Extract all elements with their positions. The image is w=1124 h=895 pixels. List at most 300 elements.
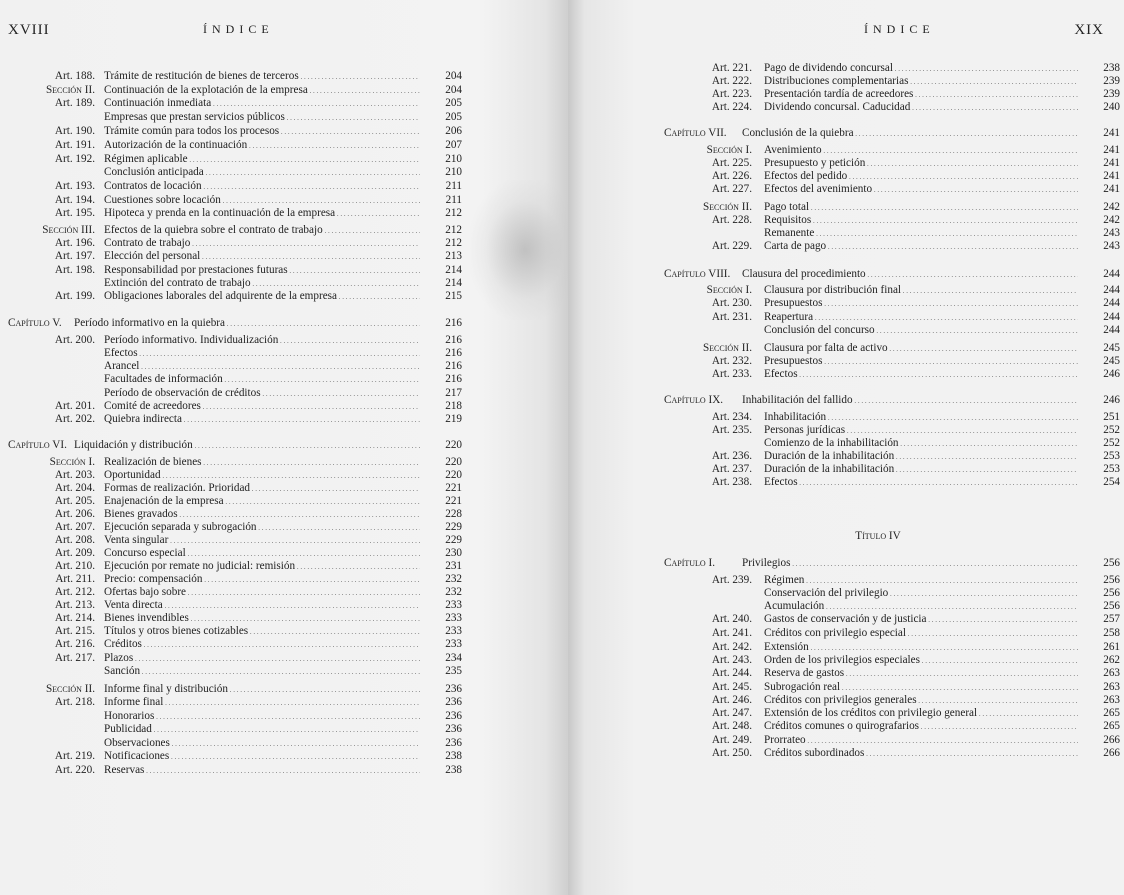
entry-title: Gastos de conservación y de justicia . . . <box>764 613 1078 627</box>
entry-title: Duración de la inhabilitación . . . <box>764 463 1078 477</box>
toc-entry <box>8 638 462 651</box>
chapter-label: Capítulo VIII. <box>664 268 731 280</box>
entry-title: Efectos del avenimiento . . . <box>764 183 1078 197</box>
page-number: 263 <box>1103 667 1120 679</box>
toc-entry <box>664 681 1120 694</box>
toc-entry <box>8 456 462 469</box>
article-number: Art. 236. <box>711 450 752 462</box>
entry-title: Reserva de gastos . . . <box>764 667 1078 681</box>
entry-title: Informe final . . . <box>104 696 420 710</box>
article-number: Art. 237. <box>711 463 752 475</box>
chapter-heading <box>664 394 1120 407</box>
entry-title: Presentación tardía de acreedores . . . <box>764 88 1078 102</box>
entry-title: Responsabilidad por prestaciones futuras . . . <box>104 264 420 278</box>
toc-entry <box>8 237 462 250</box>
entry-title: Arancel . . . <box>104 360 420 374</box>
toc-entry <box>664 707 1120 720</box>
page-number: 244 <box>1103 297 1120 309</box>
entry-title: Régimen . . . <box>764 574 1078 588</box>
chapter-heading <box>8 439 462 452</box>
page-number: 234 <box>445 652 462 664</box>
entry-title: Quiebra indirecta . . . <box>104 413 420 427</box>
page-number: 216 <box>445 334 462 346</box>
entry-title: Personas jurídicas . . . <box>764 424 1078 438</box>
page-number: 238 <box>1103 62 1120 74</box>
page-number: 214 <box>445 264 462 276</box>
toc-entry <box>8 750 462 763</box>
toc-entry <box>8 469 462 482</box>
article-number: Art. 211. <box>55 573 95 585</box>
entry-title: Régimen aplicable . . . <box>104 153 420 167</box>
toc-entry <box>664 574 1120 587</box>
entry-title: Venta singular . . . <box>104 534 420 548</box>
entry-title: Contrato de trabajo . . . <box>104 237 420 251</box>
toc-entry <box>8 710 462 723</box>
article-number: Art. 210. <box>54 560 95 572</box>
chapter-title: Clausura del procedimiento . . . <box>742 268 1078 282</box>
toc-entry <box>8 224 462 237</box>
article-number: Sección I. <box>49 456 95 468</box>
page-number: 243 <box>1103 227 1120 239</box>
page-number: 252 <box>1103 437 1120 449</box>
article-number: Art. 207. <box>54 521 95 533</box>
article-number: Art. 246. <box>711 694 752 706</box>
toc-entry <box>664 734 1120 747</box>
entry-title: Orden de los privilegios especiales . . . <box>764 654 1078 668</box>
toc-entry <box>8 250 462 263</box>
article-number: Art. 248. <box>711 720 752 732</box>
entry-title: Período informativo. Individualización . . . <box>104 334 420 348</box>
toc-entry <box>664 613 1120 626</box>
toc-entry <box>664 88 1120 101</box>
page-number: 220 <box>445 456 462 468</box>
article-number: Art. 195. <box>54 207 95 219</box>
entry-title: Efectos de la quiebra sobre el contrato de trabajo . . . <box>104 224 420 238</box>
page-number: 246 <box>1103 368 1120 380</box>
entry-title: Trámite común para todos los procesos . . . <box>104 125 420 139</box>
page-number: 266 <box>1103 747 1120 759</box>
page-number: 242 <box>1103 214 1120 226</box>
page-number: 244 <box>1103 324 1120 336</box>
article-number: Art. 231. <box>711 311 752 323</box>
toc-entry <box>664 284 1120 297</box>
page-number: 228 <box>445 508 462 520</box>
article-number: Art. 212. <box>54 586 95 598</box>
toc-entry <box>664 201 1120 214</box>
article-number: Art. 198. <box>54 264 95 276</box>
entry-title: Pago de dividendo concursal . . . <box>764 62 1078 76</box>
article-number: Art. 214. <box>54 612 95 624</box>
toc-entry <box>8 207 462 220</box>
entry-title: Bienes invendibles . . . <box>104 612 420 626</box>
article-number: Art. 247. <box>711 707 752 719</box>
page-number: 216 <box>445 360 462 372</box>
page-number: 216 <box>445 317 462 329</box>
article-number: Art. 205. <box>54 495 95 507</box>
article-number: Art. 200. <box>54 334 95 346</box>
article-number: Art. 250. <box>711 747 752 759</box>
entry-title: Sanción . . . <box>104 665 420 679</box>
entry-title: Prorrateo . . . <box>764 734 1078 748</box>
page-number: 238 <box>445 750 462 762</box>
page-number: 211 <box>445 180 462 192</box>
page-folio: XVIII <box>8 22 50 38</box>
chapter-title: Privilegios . . . <box>742 557 1078 571</box>
toc-entry <box>664 368 1120 381</box>
article-number: Art. 239. <box>711 574 752 586</box>
toc-entry <box>8 70 462 83</box>
page-number: 229 <box>445 521 462 533</box>
article-number: Art. 204. <box>54 482 95 494</box>
article-number: Art. 216. <box>54 638 95 650</box>
article-number: Art. 232. <box>711 355 752 367</box>
toc-entry <box>8 360 462 373</box>
article-number: Art. 208. <box>54 534 95 546</box>
page-number: 231 <box>445 560 462 572</box>
toc-entry <box>8 387 462 400</box>
toc-entry <box>664 424 1120 437</box>
toc-entry <box>8 625 462 638</box>
entry-title: Créditos . . . <box>104 638 420 652</box>
toc-entry <box>8 547 462 560</box>
page-number: 239 <box>1103 75 1120 87</box>
entry-title: Efectos . . . <box>764 476 1078 490</box>
page-number: 244 <box>1103 311 1120 323</box>
entry-title: Concurso especial . . . <box>104 547 420 561</box>
toc-entry <box>8 534 462 547</box>
entry-title: Trámite de restitución de bienes de terceros . . . <box>104 70 420 84</box>
page-number: 256 <box>1103 557 1120 569</box>
toc-entry <box>8 573 462 586</box>
toc-entry <box>664 297 1120 310</box>
toc-entry <box>8 125 462 138</box>
toc-entry <box>664 720 1120 733</box>
page-number: 239 <box>1103 88 1120 100</box>
entry-title: Presupuesto y petición . . . <box>764 157 1078 171</box>
toc-entry <box>8 723 462 736</box>
right-page <box>568 0 1124 895</box>
page-number: 212 <box>445 207 462 219</box>
entry-title: Conservación del privilegio . . . <box>764 587 1078 601</box>
page-number: 258 <box>1103 627 1120 639</box>
page-number: 241 <box>1103 144 1120 156</box>
article-number: Art. 194. <box>54 194 95 206</box>
toc-entry <box>664 747 1120 760</box>
entry-title: Extensión . . . <box>764 641 1078 655</box>
entry-title: Continuación de la explotación de la empresa . . . <box>104 84 420 98</box>
page-number: 210 <box>445 153 462 165</box>
page-folio: XIX <box>1074 22 1104 38</box>
page-number: 232 <box>445 573 462 585</box>
article-number: Art. 201. <box>54 400 95 412</box>
article-number: Art. 215. <box>54 625 95 637</box>
article-number: Sección III. <box>42 224 95 236</box>
article-number: Sección I. <box>706 284 752 296</box>
article-number: Art. 227. <box>711 183 752 195</box>
entry-title: Extinción del contrato de trabajo . . . <box>104 277 420 291</box>
entry-title: Créditos con privilegio especial . . . <box>764 627 1078 641</box>
toc-entry <box>664 450 1120 463</box>
entry-title: Inhabilitación . . . <box>764 411 1078 425</box>
page-number: 233 <box>445 612 462 624</box>
article-number: Art. 219. <box>54 750 95 762</box>
entry-title: Dividendo concursal. Caducidad . . . <box>764 101 1078 115</box>
entry-title: Pago total . . . <box>764 201 1078 215</box>
entry-title: Requisitos . . . <box>764 214 1078 228</box>
page-number: 251 <box>1103 411 1120 423</box>
page-number: 256 <box>1103 574 1120 586</box>
page-number: 216 <box>445 347 462 359</box>
page-number: 262 <box>1103 654 1120 666</box>
article-number: Art. 220. <box>54 764 95 776</box>
page-number: 252 <box>1103 424 1120 436</box>
page-number: 240 <box>1103 101 1120 113</box>
entry-title: Créditos subordinados . . . <box>764 747 1078 761</box>
page-number: 263 <box>1103 681 1120 693</box>
entry-title: Obligaciones laborales del adquirente de la empresa . . . <box>104 290 420 304</box>
page-number: 214 <box>445 277 462 289</box>
page-number: 236 <box>445 683 462 695</box>
page-number: 265 <box>1103 720 1120 732</box>
entry-title: Extensión de los créditos con privilegio general . . . <box>764 707 1078 721</box>
toc-entry <box>664 62 1120 75</box>
article-number: Art. 242. <box>711 641 752 653</box>
toc-entry <box>8 194 462 207</box>
entry-title: Contratos de locación . . . <box>104 180 420 194</box>
page-number: 221 <box>445 495 462 507</box>
page-number: 220 <box>445 439 462 451</box>
entry-title: Presupuestos . . . <box>764 297 1078 311</box>
article-number: Art. 241. <box>711 627 752 639</box>
article-number: Art. 206. <box>54 508 95 520</box>
toc-entry <box>664 355 1120 368</box>
chapter-heading <box>664 268 1120 281</box>
article-number: Art. 230. <box>711 297 752 309</box>
page-number: 233 <box>445 625 462 637</box>
article-number: Art. 188. <box>54 70 95 82</box>
page-number: 205 <box>445 97 462 109</box>
toc-entry <box>8 264 462 277</box>
page-number: 212 <box>445 237 462 249</box>
page-number: 241 <box>1103 127 1120 139</box>
article-number: Art. 190. <box>54 125 95 137</box>
toc-entry <box>664 641 1120 654</box>
entry-title: Hipoteca y prenda en la continuación de la empresa . . . <box>104 207 420 221</box>
chapter-heading <box>8 317 462 330</box>
page-number: 253 <box>1103 463 1120 475</box>
article-number: Art. 218. <box>54 696 95 708</box>
page-number: 254 <box>1103 476 1120 488</box>
page-number: 233 <box>445 638 462 650</box>
page-number: 256 <box>1103 587 1120 599</box>
toc-entry <box>8 166 462 179</box>
entry-title: Créditos comunes o quirografarios . . . <box>764 720 1078 734</box>
toc-entry <box>8 413 462 426</box>
toc-entry <box>664 214 1120 227</box>
page-number: 243 <box>1103 240 1120 252</box>
entry-title: Subrogación real . . . <box>764 681 1078 695</box>
entry-title: Ofertas bajo sobre . . . <box>104 586 420 600</box>
page-number: 219 <box>445 413 462 425</box>
chapter-label: Capítulo IX. <box>664 394 724 406</box>
toc-entry <box>8 495 462 508</box>
entry-title: Efectos . . . <box>104 347 420 361</box>
toc-entry <box>8 84 462 97</box>
toc-entry <box>664 342 1120 355</box>
page-number: 256 <box>1103 600 1120 612</box>
chapter-label: Capítulo V. <box>8 317 62 329</box>
entry-title: Clausura por falta de activo . . . <box>764 342 1078 356</box>
toc-entry <box>664 311 1120 324</box>
toc-entry <box>664 101 1120 114</box>
entry-title: Remanente . . . <box>764 227 1078 241</box>
entry-title: Comité de acreedores . . . <box>104 400 420 414</box>
toc-entry <box>8 97 462 110</box>
toc-entry <box>664 654 1120 667</box>
page-number: 236 <box>445 737 462 749</box>
article-number: Sección II. <box>702 342 752 354</box>
article-number: Art. 221. <box>711 62 752 74</box>
article-number: Art. 202. <box>54 413 95 425</box>
entry-title: Duración de la inhabilitación . . . <box>764 450 1078 464</box>
entry-title: Bienes gravados . . . <box>104 508 420 522</box>
page-number: 220 <box>445 469 462 481</box>
article-number: Art. 192. <box>54 153 95 165</box>
toc-entry <box>8 111 462 124</box>
chapter-heading <box>664 127 1120 140</box>
toc-entry <box>664 627 1120 640</box>
toc-entry <box>8 277 462 290</box>
toc-entry <box>8 290 462 303</box>
toc-entry <box>8 737 462 750</box>
toc-entry <box>8 560 462 573</box>
entry-title: Observaciones . . . <box>104 737 420 751</box>
article-number: Art. 189. <box>54 97 95 109</box>
page-number: 236 <box>445 696 462 708</box>
page-number: 206 <box>445 125 462 137</box>
toc-entry <box>664 694 1120 707</box>
toc-entry <box>8 334 462 347</box>
article-number: Art. 222. <box>711 75 752 87</box>
article-number: Art. 228. <box>711 214 752 226</box>
entry-title: Distribuciones complementarias . . . <box>764 75 1078 89</box>
page-number: 253 <box>1103 450 1120 462</box>
toc-entry <box>8 764 462 777</box>
toc-entry <box>8 508 462 521</box>
article-number: Art. 229. <box>711 240 752 252</box>
toc-entry <box>8 482 462 495</box>
toc-entry <box>8 521 462 534</box>
page-number: 217 <box>445 387 462 399</box>
entry-title: Formas de realización. Prioridad . . . <box>104 482 420 496</box>
entry-title: Títulos y otros bienes cotizables . . . <box>104 625 420 639</box>
entry-title: Presupuestos . . . <box>764 355 1078 369</box>
article-number: Art. 238. <box>711 476 752 488</box>
article-number: Art. 244. <box>711 667 752 679</box>
chapter-title: Período informativo en la quiebra . . . <box>74 317 420 331</box>
entry-title: Plazos . . . <box>104 652 420 666</box>
toc-entry <box>664 324 1120 337</box>
article-number: Art. 193. <box>54 180 95 192</box>
page-number: 213 <box>445 250 462 262</box>
toc-entry <box>664 144 1120 157</box>
entry-title: Publicidad . . . <box>104 723 420 737</box>
page-number: 245 <box>1103 342 1120 354</box>
toc-entry <box>8 612 462 625</box>
page-number: 261 <box>1103 641 1120 653</box>
page-number: 205 <box>445 111 462 123</box>
page-number: 204 <box>445 70 462 82</box>
chapter-label: Capítulo I. <box>664 557 715 569</box>
toc-entry <box>8 180 462 193</box>
article-number: Art. 245. <box>711 681 752 693</box>
page-number: 236 <box>445 710 462 722</box>
article-number: Art. 225. <box>711 157 752 169</box>
article-number: Sección I. <box>706 144 752 156</box>
entry-title: Oportunidad . . . <box>104 469 420 483</box>
entry-title: Conclusión anticipada . . . <box>104 166 420 180</box>
article-number: Art. 226. <box>711 170 752 182</box>
running-title: ÍNDICE <box>203 22 274 36</box>
toc-entry <box>664 411 1120 424</box>
entry-title: Reservas . . . <box>104 764 420 778</box>
toc-entry <box>664 227 1120 240</box>
toc-entry <box>664 183 1120 196</box>
page-number: 245 <box>1103 355 1120 367</box>
page-number: 232 <box>445 586 462 598</box>
entry-title: Autorización de la continuación . . . <box>104 139 420 153</box>
entry-title: Créditos con privilegios generales . . . <box>764 694 1078 708</box>
page-number: 244 <box>1103 268 1120 280</box>
entry-title: Carta de pago . . . <box>764 240 1078 254</box>
toc-entry <box>664 587 1120 600</box>
toc-entry <box>8 683 462 696</box>
entry-title: Elección del personal . . . <box>104 250 420 264</box>
article-number: Art. 249. <box>711 734 752 746</box>
entry-title: Honorarios . . . <box>104 710 420 724</box>
entry-title: Reapertura . . . <box>764 311 1078 325</box>
page-number: 204 <box>445 84 462 96</box>
page-number: 218 <box>445 400 462 412</box>
article-number: Art. 240. <box>711 613 752 625</box>
entry-title: Cuestiones sobre locación . . . <box>104 194 420 208</box>
entry-title: Facultades de información . . . <box>104 373 420 387</box>
page-number: 211 <box>445 194 462 206</box>
page-number: 236 <box>445 723 462 735</box>
entry-title: Clausura por distribución final . . . <box>764 284 1078 298</box>
entry-title: Continuación inmediata . . . <box>104 97 420 111</box>
toc-entry <box>8 586 462 599</box>
toc-entry <box>664 600 1120 613</box>
entry-title: Precio: compensación . . . <box>104 573 420 587</box>
article-number: Art. 233. <box>711 368 752 380</box>
page-number: 246 <box>1103 394 1120 406</box>
toc-entry <box>664 476 1120 489</box>
chapter-heading <box>664 557 1120 570</box>
article-number: Art. 196. <box>54 237 95 249</box>
article-number: Sección II. <box>702 201 752 213</box>
page-number: 210 <box>445 166 462 178</box>
toc-entry <box>8 665 462 678</box>
chapter-title: Conclusión de la quiebra . . . <box>742 127 1078 141</box>
page-number: 263 <box>1103 694 1120 706</box>
article-number: Art. 224. <box>711 101 752 113</box>
chapter-label: Capítulo VII. <box>664 127 727 139</box>
toc-entry <box>664 240 1120 253</box>
toc-entry <box>8 373 462 386</box>
toc-entry <box>8 153 462 166</box>
entry-title: Acumulación . . . <box>764 600 1078 614</box>
